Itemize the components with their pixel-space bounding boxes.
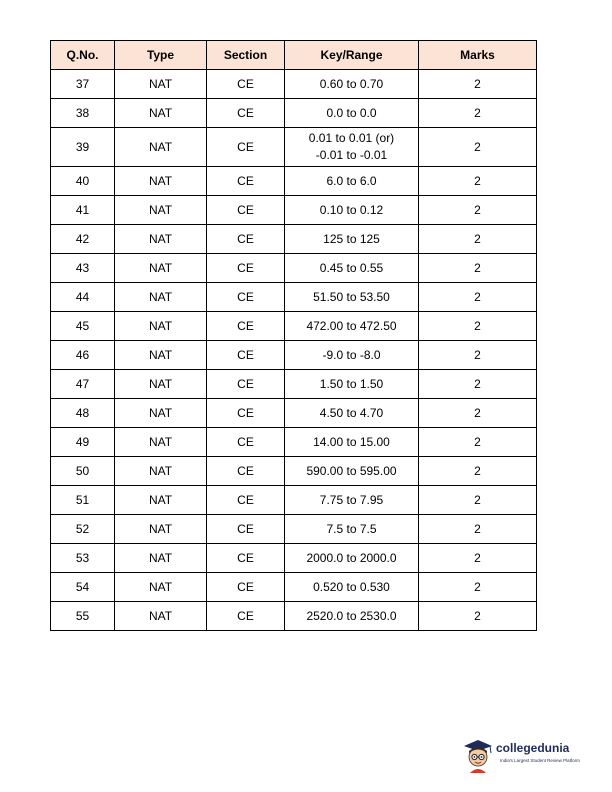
table-body bbox=[51, 70, 537, 631]
cell-qno: 43 bbox=[51, 254, 115, 283]
cell-qno: 49 bbox=[51, 428, 115, 457]
cell-marks: 2 bbox=[419, 573, 537, 602]
cell-qno: 55 bbox=[51, 602, 115, 631]
table-row bbox=[51, 225, 537, 254]
key-range-line: 0.01 to 0.01 (or) bbox=[308, 131, 395, 145]
cell-marks: 2 bbox=[419, 196, 537, 225]
cell-marks: 2 bbox=[419, 225, 537, 254]
cell-marks: 2 bbox=[419, 70, 537, 99]
cell-type: NAT bbox=[115, 225, 207, 254]
table-row bbox=[51, 70, 537, 99]
cell-qno: 52 bbox=[51, 515, 115, 544]
table-row bbox=[51, 544, 537, 573]
cell-section: CE bbox=[207, 99, 285, 128]
cell-key-range: 14.00 to 15.00 bbox=[285, 428, 419, 457]
table-row bbox=[51, 370, 537, 399]
cell-key-range: 7.5 to 7.5 bbox=[285, 515, 419, 544]
cell-section: CE bbox=[207, 312, 285, 341]
cell-marks: 2 bbox=[419, 99, 537, 128]
table-header-row bbox=[51, 41, 537, 70]
cell-section: CE bbox=[207, 515, 285, 544]
table-row bbox=[51, 602, 537, 631]
header-qno: Q.No. bbox=[51, 41, 115, 70]
cell-key-range bbox=[285, 128, 419, 167]
cell-type: NAT bbox=[115, 399, 207, 428]
cell-key-range: 0.10 to 0.12 bbox=[285, 196, 419, 225]
header-type: Type bbox=[115, 41, 207, 70]
cell-marks: 2 bbox=[419, 370, 537, 399]
table-row bbox=[51, 341, 537, 370]
table-row bbox=[51, 515, 537, 544]
cell-type: NAT bbox=[115, 370, 207, 399]
cell-marks: 2 bbox=[419, 457, 537, 486]
cell-section: CE bbox=[207, 341, 285, 370]
cell-marks: 2 bbox=[419, 167, 537, 196]
cell-qno: 44 bbox=[51, 283, 115, 312]
cell-section: CE bbox=[207, 196, 285, 225]
cell-key-range: 6.0 to 6.0 bbox=[285, 167, 419, 196]
cell-key-range: 125 to 125 bbox=[285, 225, 419, 254]
cell-marks: 2 bbox=[419, 428, 537, 457]
cell-qno: 53 bbox=[51, 544, 115, 573]
cell-type: NAT bbox=[115, 486, 207, 515]
cell-section: CE bbox=[207, 602, 285, 631]
table-row bbox=[51, 428, 537, 457]
answer-key-table bbox=[50, 40, 537, 631]
cell-key-range: 590.00 to 595.00 bbox=[285, 457, 419, 486]
cell-type: NAT bbox=[115, 515, 207, 544]
table-row bbox=[51, 167, 537, 196]
table-row bbox=[51, 254, 537, 283]
key-range-line: -0.01 to -0.01 bbox=[315, 148, 388, 162]
cell-marks: 2 bbox=[419, 128, 537, 167]
cell-section: CE bbox=[207, 225, 285, 254]
cell-section: CE bbox=[207, 370, 285, 399]
cell-marks: 2 bbox=[419, 486, 537, 515]
cell-qno: 41 bbox=[51, 196, 115, 225]
cell-type: NAT bbox=[115, 167, 207, 196]
cell-marks: 2 bbox=[419, 283, 537, 312]
cell-section: CE bbox=[207, 544, 285, 573]
cell-qno: 48 bbox=[51, 399, 115, 428]
cell-type: NAT bbox=[115, 196, 207, 225]
cell-qno: 54 bbox=[51, 573, 115, 602]
cell-qno: 37 bbox=[51, 70, 115, 99]
cell-key-range: 0.60 to 0.70 bbox=[285, 70, 419, 99]
cell-type: NAT bbox=[115, 283, 207, 312]
cell-qno: 51 bbox=[51, 486, 115, 515]
cell-key-range: 0.0 to 0.0 bbox=[285, 99, 419, 128]
table-row bbox=[51, 283, 537, 312]
cell-qno: 47 bbox=[51, 370, 115, 399]
cell-section: CE bbox=[207, 573, 285, 602]
header-marks: Marks bbox=[419, 41, 537, 70]
cell-section: CE bbox=[207, 428, 285, 457]
cell-type: NAT bbox=[115, 573, 207, 602]
cell-key-range: 2000.0 to 2000.0 bbox=[285, 544, 419, 573]
cell-type: NAT bbox=[115, 544, 207, 573]
cell-marks: 2 bbox=[419, 341, 537, 370]
cell-key-range: 4.50 to 4.70 bbox=[285, 399, 419, 428]
cell-type: NAT bbox=[115, 99, 207, 128]
table-row bbox=[51, 486, 537, 515]
header-key-range: Key/Range bbox=[285, 41, 419, 70]
table-row bbox=[51, 457, 537, 486]
cell-marks: 2 bbox=[419, 515, 537, 544]
cell-type: NAT bbox=[115, 428, 207, 457]
cell-key-range: -9.0 to -8.0 bbox=[285, 341, 419, 370]
cell-section: CE bbox=[207, 486, 285, 515]
cell-type: NAT bbox=[115, 70, 207, 99]
cell-type: NAT bbox=[115, 312, 207, 341]
cell-section: CE bbox=[207, 128, 285, 167]
table-row bbox=[51, 312, 537, 341]
student-mascot-icon bbox=[460, 737, 496, 773]
cell-type: NAT bbox=[115, 602, 207, 631]
cell-type: NAT bbox=[115, 128, 207, 167]
cell-qno: 39 bbox=[51, 128, 115, 167]
cell-section: CE bbox=[207, 283, 285, 312]
cell-marks: 2 bbox=[419, 254, 537, 283]
table-row bbox=[51, 573, 537, 602]
header-section: Section bbox=[207, 41, 285, 70]
brand-tagline: India's Largest Student Review Platform bbox=[500, 758, 580, 763]
cell-type: NAT bbox=[115, 457, 207, 486]
cell-qno: 50 bbox=[51, 457, 115, 486]
cell-key-range: 0.45 to 0.55 bbox=[285, 254, 419, 283]
cell-section: CE bbox=[207, 457, 285, 486]
table-row bbox=[51, 399, 537, 428]
cell-qno: 46 bbox=[51, 341, 115, 370]
cell-key-range: 472.00 to 472.50 bbox=[285, 312, 419, 341]
cell-type: NAT bbox=[115, 341, 207, 370]
cell-qno: 40 bbox=[51, 167, 115, 196]
cell-marks: 2 bbox=[419, 399, 537, 428]
cell-marks: 2 bbox=[419, 544, 537, 573]
cell-key-range: 2520.0 to 2530.0 bbox=[285, 602, 419, 631]
table-row bbox=[51, 196, 537, 225]
cell-key-range: 0.520 to 0.530 bbox=[285, 573, 419, 602]
table-row bbox=[51, 128, 537, 167]
cell-qno: 38 bbox=[51, 99, 115, 128]
cell-marks: 2 bbox=[419, 312, 537, 341]
cell-marks: 2 bbox=[419, 602, 537, 631]
cell-section: CE bbox=[207, 399, 285, 428]
collegedunia-logo bbox=[460, 735, 600, 775]
table-row bbox=[51, 99, 537, 128]
cell-section: CE bbox=[207, 167, 285, 196]
cell-section: CE bbox=[207, 254, 285, 283]
cell-type: NAT bbox=[115, 254, 207, 283]
cell-qno: 42 bbox=[51, 225, 115, 254]
cell-section: CE bbox=[207, 70, 285, 99]
cell-key-range: 51.50 to 53.50 bbox=[285, 283, 419, 312]
cell-key-range: 1.50 to 1.50 bbox=[285, 370, 419, 399]
brand-name: collegedunia bbox=[496, 741, 570, 755]
cell-qno: 45 bbox=[51, 312, 115, 341]
cell-key-range: 7.75 to 7.95 bbox=[285, 486, 419, 515]
